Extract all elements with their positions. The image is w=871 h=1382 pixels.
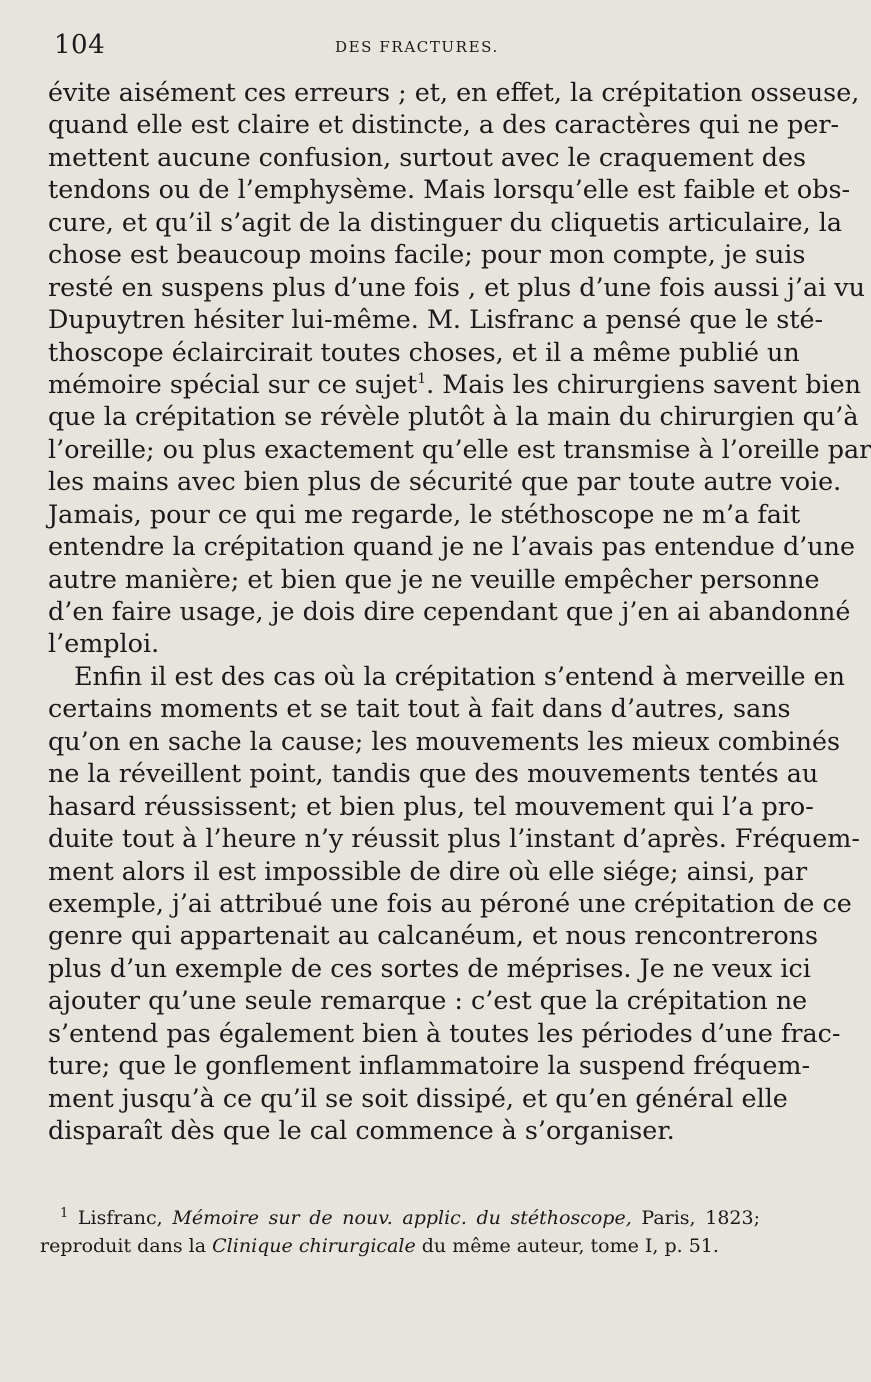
text-line: exemple, j’ai attribué une fois au péroné une crépitation de ce (48, 887, 852, 918)
text-line-with-footnote-ref (48, 368, 861, 400)
footnote-line (40, 1232, 760, 1260)
paragraph-1 (48, 76, 871, 660)
text-line: ment jusqu’à ce qu’il se soit dissipé, et qu’en général elle (48, 1082, 788, 1113)
footnote-line (40, 1204, 760, 1232)
footnote (40, 1204, 760, 1260)
text-line: disparaît dès que le cal commence à s’organiser. (48, 1115, 675, 1145)
text-line: quand elle est claire et distincte, a des caractères qui ne per- (48, 109, 840, 140)
text-line: genre qui appartenait au calcanéum, et nous rencontrerons (48, 920, 818, 951)
text-line: l’oreille; ou plus exactement qu’elle est transmise à l’oreille par (48, 433, 871, 464)
text-line: ne la réveillent point, tandis que des mouvements tentés au (48, 758, 819, 789)
text-line: Enfin il est des cas où la crépitation s’entend à merveille en (74, 660, 845, 691)
footnote-text: du même auteur, tome I, p. 51. (421, 1235, 719, 1257)
text-line: ture; que le gonflement inflammatoire la suspend fréquem- (48, 1050, 811, 1081)
text-line: hasard réussissent; et bien plus, tel mouvement qui l’a pro- (48, 790, 814, 821)
page-number: 104 (54, 30, 106, 60)
footnote-text: reproduit dans la (40, 1235, 207, 1257)
footnote-place-date: Paris, 1823; (641, 1207, 760, 1229)
text-line: cure, et qu’il s’agit de la distinguer du cliquetis articulaire, la (48, 206, 842, 237)
body-text (48, 76, 871, 1146)
text-line: les mains avec bien plus de sécurité que par toute autre voie. (48, 466, 842, 497)
text-line: Dupuytren hésiter lui-même. M. Lisfranc a pensé que le sté- (48, 304, 824, 335)
paragraph-2 (48, 660, 860, 1147)
footnote-reference: 1 (417, 370, 427, 387)
text-line: entendre la crépitation quand je ne l’avais pas entendue d’une (48, 531, 855, 562)
text-segment: . Mais les chirurgiens savent bien (426, 368, 861, 399)
text-line: d’en faire usage, je dois dire cependant que j’en ai abandonné (48, 596, 851, 626)
text-line: tendons ou de l’emphysème. Mais lorsqu’elle est faible et obs- (48, 174, 851, 205)
text-segment: mémoire spécial sur ce sujet (48, 368, 418, 399)
footnote-mark: 1 (60, 1206, 69, 1221)
footnote-work: Clinique chirurgicale (212, 1235, 416, 1257)
running-title: DES FRACTURES. (335, 38, 499, 56)
footnote-title: Mémoire sur de nouv. applic. du stéthoscope, (172, 1207, 632, 1229)
text-line: plus d’un exemple de ces sortes de méprises. Je ne veux ici (48, 952, 811, 983)
text-line: que la crépitation se révèle plutôt à la main du chirurgien qu’à (48, 401, 859, 432)
running-head (40, 30, 760, 64)
footnote-author: Lisfranc, (77, 1207, 163, 1229)
text-line: ment alors il est impossible de dire où elle siége; ainsi, par (48, 855, 808, 886)
text-line: ajouter qu’une seule remarque : c’est que la crépitation ne (48, 985, 808, 1016)
text-line: l’emploi. (48, 628, 160, 659)
text-line: mettent aucune confusion, surtout avec le craquement des (48, 141, 807, 172)
text-line: duite tout à l’heure n’y réussit plus l’instant d’après. Fréquem- (48, 823, 860, 854)
text-line: autre manière; et bien que je ne veuille empêcher personne (48, 563, 820, 594)
text-line: s’entend pas également bien à toutes les périodes d’une frac- (48, 1017, 841, 1048)
text-line: thoscope éclaircirait toutes choses, et il a même publié un (48, 336, 800, 367)
text-line: chose est beaucoup moins facile; pour mon compte, je suis (48, 239, 806, 270)
text-line: Jamais, pour ce qui me regarde, le stéthoscope ne m’a fait (48, 498, 801, 529)
text-line: resté en suspens plus d’une fois , et plus d’une fois aussi j’ai vu (48, 271, 865, 302)
text-line: certains moments et se tait tout à fait dans d’autres, sans (48, 693, 791, 724)
text-line: qu’on en sache la cause; les mouvements les mieux combinés (48, 725, 841, 756)
text-line: évite aisément ces erreurs ; et, en effet, la crépitation osseuse, (48, 77, 860, 107)
